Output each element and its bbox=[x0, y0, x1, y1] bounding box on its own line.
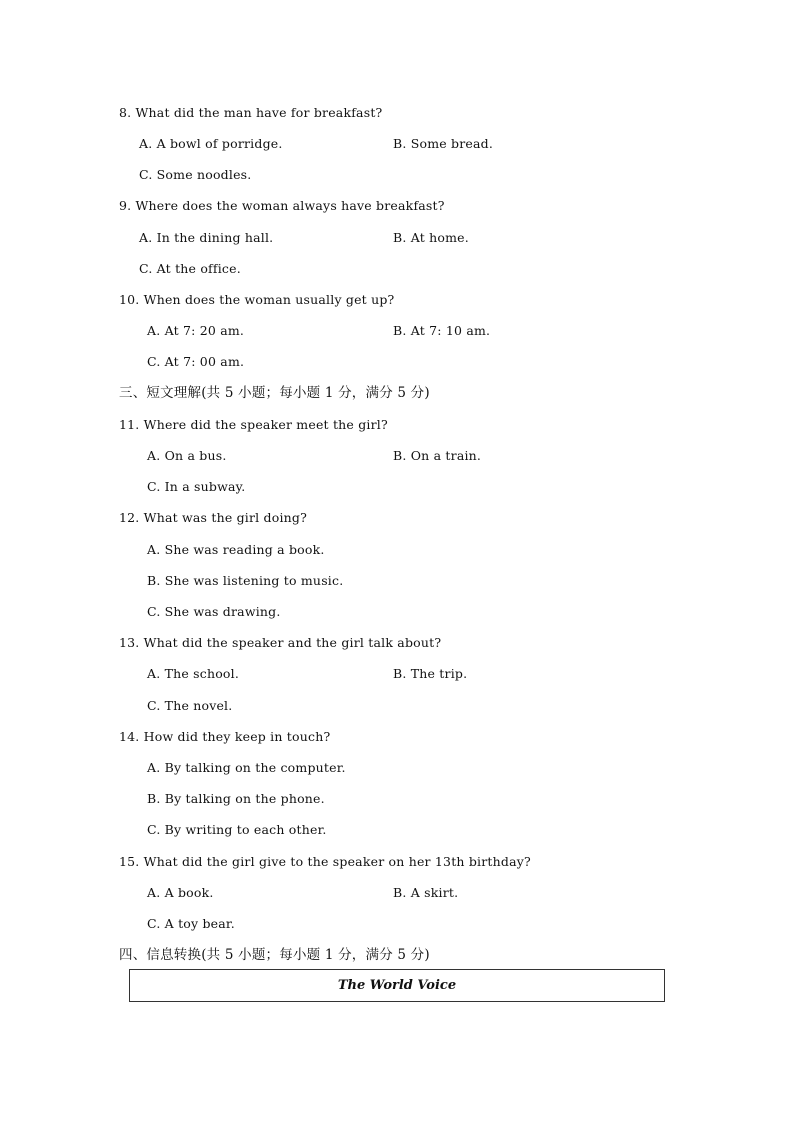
question-12-option-b: B. She was listening to music. bbox=[147, 573, 344, 588]
question-14-option-c: C. By writing to each other. bbox=[147, 822, 327, 837]
question-15-option-a: A. A book. bbox=[147, 885, 214, 900]
question-8-option-c: C. Some noodles. bbox=[139, 167, 252, 182]
question-11-option-c: C. In a subway. bbox=[147, 479, 246, 494]
question-10-option-b: B. At 7: 10 am. bbox=[393, 323, 491, 338]
question-13-stem: 13. What did the speaker and the girl talk about? bbox=[119, 635, 442, 650]
question-9-option-a: A. In the dining hall. bbox=[139, 230, 274, 245]
question-11-stem: 11. Where did the speaker meet the girl? bbox=[119, 417, 388, 432]
question-8-option-a: A. A bowl of porridge. bbox=[139, 136, 283, 151]
question-13-option-b: B. The trip. bbox=[393, 666, 468, 681]
question-14-stem: 14. How did they keep in touch? bbox=[119, 729, 331, 744]
info-box-title: The World Voice bbox=[337, 978, 457, 993]
question-9-stem: 9. Where does the woman always have breakfast? bbox=[119, 198, 445, 213]
question-14-option-b: B. By talking on the phone. bbox=[147, 791, 325, 806]
question-15-option-c: C. A toy bear. bbox=[147, 916, 235, 931]
question-10-option-c: C. At 7: 00 am. bbox=[147, 354, 245, 369]
question-8-stem: 8. What did the man have for breakfast? bbox=[119, 105, 383, 120]
info-box bbox=[129, 969, 665, 1002]
question-13-option-a: A. The school. bbox=[147, 666, 240, 681]
question-12-option-c: C. She was drawing. bbox=[147, 604, 281, 619]
question-8-option-b: B. Some bread. bbox=[393, 136, 494, 151]
question-15-stem: 15. What did the girl give to the speaker on her 13th birthday? bbox=[119, 854, 531, 869]
question-14-option-a: A. By talking on the computer. bbox=[147, 760, 346, 775]
section-3-title: 三、短文理解(共 5 小题；每小题 1 分，满分 5 分) bbox=[119, 385, 430, 401]
question-9-option-c: C. At the office. bbox=[139, 261, 241, 276]
question-10-option-a: A. At 7: 20 am. bbox=[147, 323, 245, 338]
question-12-option-a: A. She was reading a book. bbox=[147, 542, 325, 557]
question-11-option-b: B. On a train. bbox=[393, 448, 482, 463]
question-12-stem: 12. What was the girl doing? bbox=[119, 510, 308, 525]
question-15-option-b: B. A skirt. bbox=[393, 885, 459, 900]
question-9-option-b: B. At home. bbox=[393, 230, 469, 245]
question-13-option-c: C. The novel. bbox=[147, 698, 233, 713]
section-4-title: 四、信息转换(共 5 小题；每小题 1 分，满分 5 分) bbox=[119, 947, 430, 963]
question-11-option-a: A. On a bus. bbox=[147, 448, 227, 463]
question-10-stem: 10. When does the woman usually get up? bbox=[119, 292, 395, 307]
